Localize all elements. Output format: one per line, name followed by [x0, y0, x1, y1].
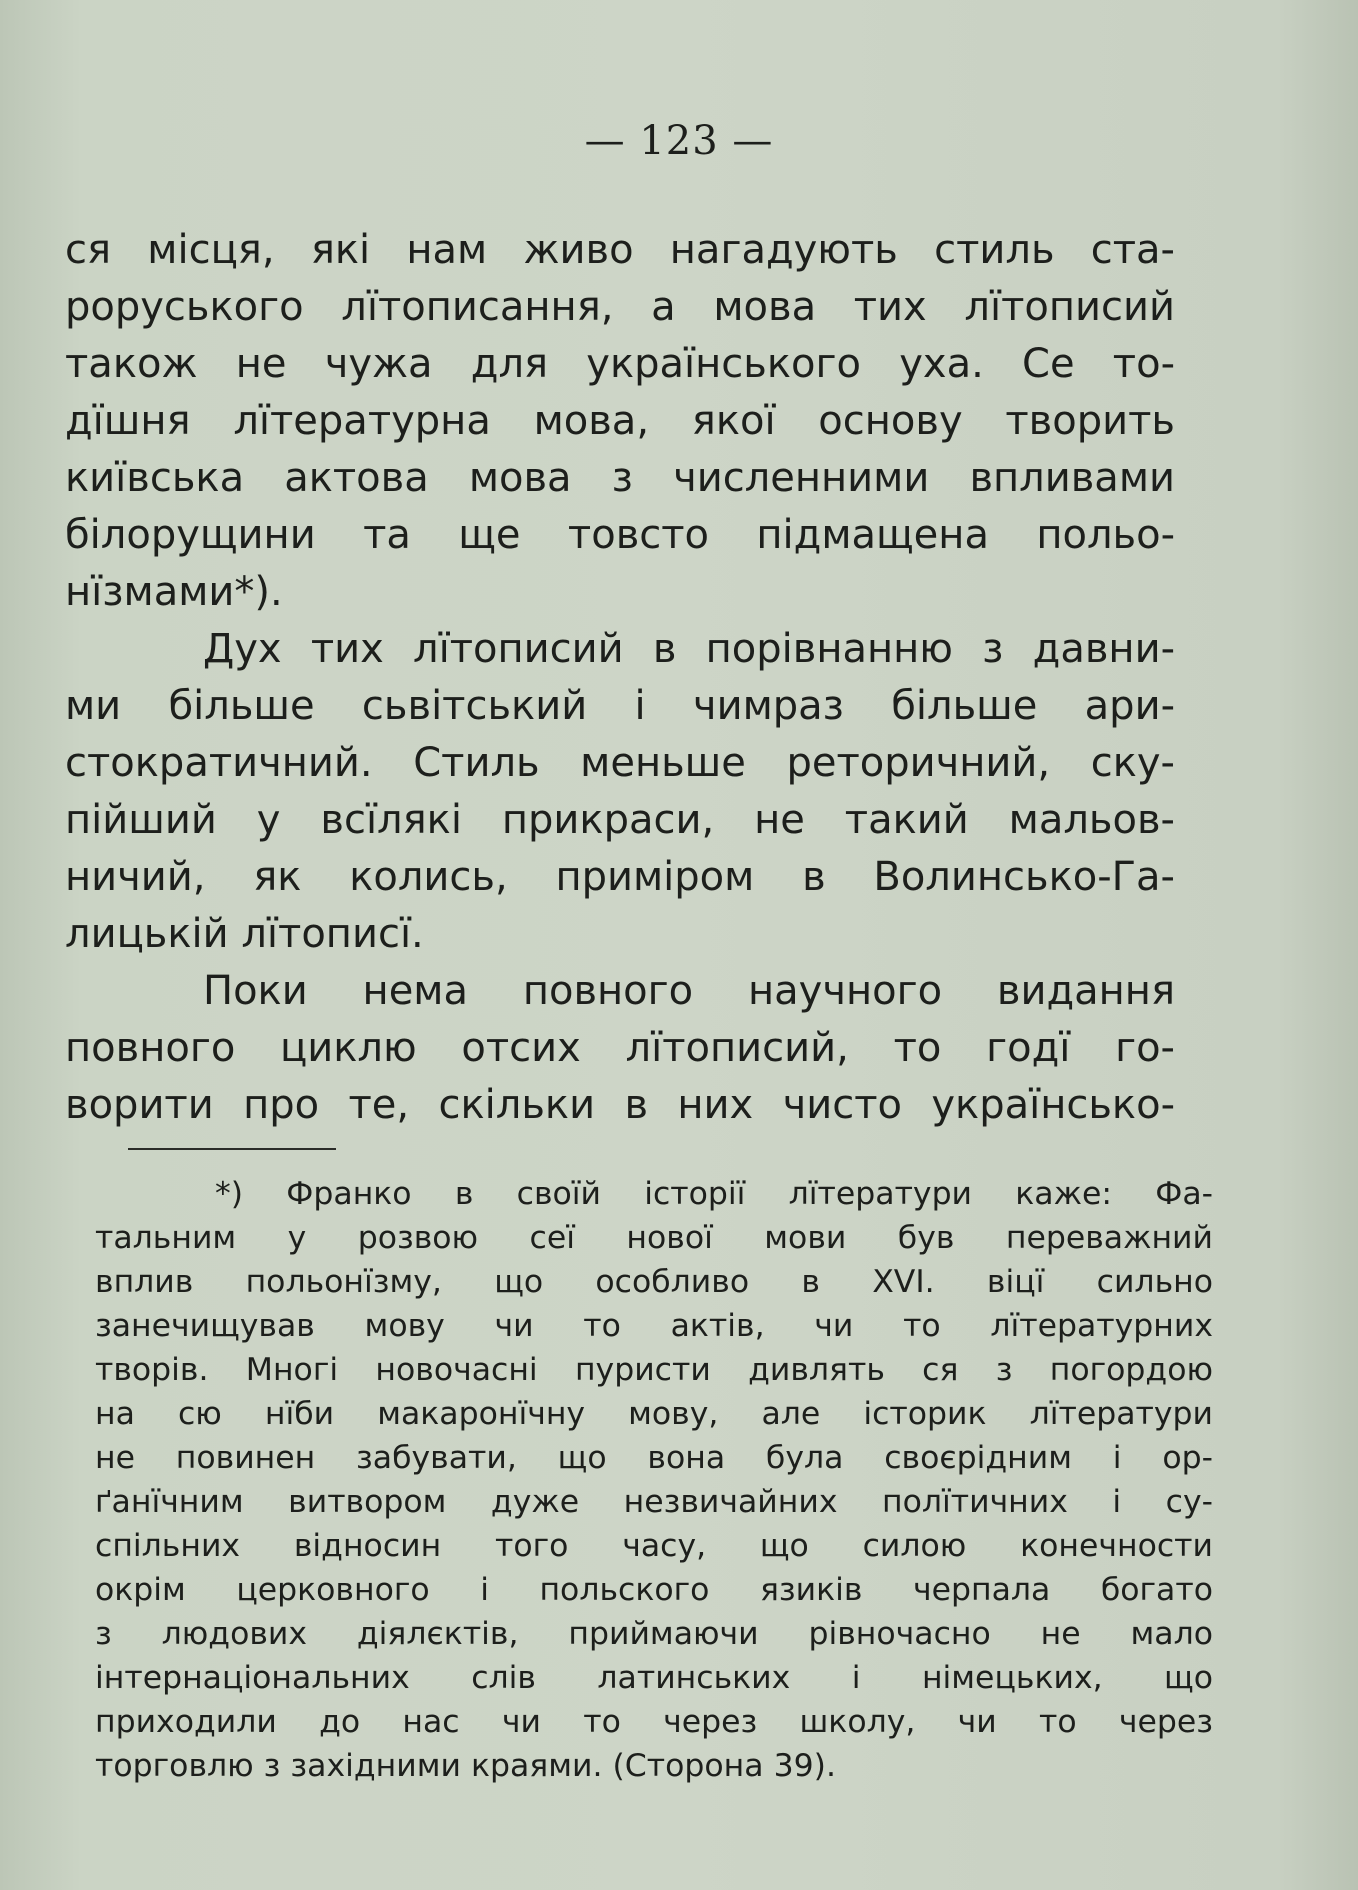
footnote-line: інтернаціональних слів латинських і німецьких, що	[95, 1660, 1213, 1696]
footnote-line: торговлю з західними краями. (Сторона 39).	[95, 1748, 836, 1784]
footnote-line: ґанїчним витвором дуже незвичайних полїтичних і су-	[95, 1484, 1213, 1520]
text-line: пійший у всїлякі прикраси, не такий мальов-	[65, 797, 1175, 843]
text-line: Поки нема повного научного видання	[203, 968, 1175, 1014]
text-line: білорущини та ще товсто підмащена польо-	[65, 512, 1175, 558]
footnote-line: вплив польонїзму, що особливо в XVI. віцї сильно	[95, 1264, 1213, 1300]
text-line: Дух тих лїтописий в порівнанню з давни-	[203, 626, 1175, 672]
text-line: ми більше сьвітський і чимраз більше ари-	[65, 683, 1175, 729]
footnote	[95, 1172, 1213, 1788]
page-number: — 123 —	[584, 118, 774, 164]
text-line: стократичний. Стиль меньше реторичний, ску-	[65, 740, 1175, 786]
text-line: роруського лїтописання, а мова тих лїтописий	[65, 284, 1175, 330]
footnote-line: *) Франко в своїй історії лїтератури каже: Фа-	[215, 1176, 1213, 1212]
paragraph-2	[65, 621, 1175, 963]
footnote-line: тальним у розвою сеї нової мови був переважний	[95, 1220, 1213, 1256]
text-line: нїзмами*).	[65, 569, 283, 615]
footnote-line: творів. Многі новочасні пуристи дивлять ся з погордою	[95, 1352, 1213, 1388]
text-line: ворити про те, скільки в них чисто українсько-	[65, 1082, 1175, 1128]
main-text	[65, 222, 1175, 1134]
text-line: також не чужа для українського уха. Се то-	[65, 341, 1175, 387]
footnote-line: окрім церковного і польского язиків черпала богато	[95, 1572, 1213, 1608]
text-line: ся місця, які нам живо нагадують стиль ста-	[65, 227, 1175, 273]
footnote-line: з людових діялєктів, приймаючи рівночасно не мало	[95, 1616, 1213, 1652]
text-line: ничий, як колись, приміром в Волинсько-Га-	[65, 854, 1175, 900]
footnote-line: спільних відносин того часу, що силою конечности	[95, 1528, 1213, 1564]
text-line: повного циклю отсих лїтописий, то годї го-	[65, 1025, 1175, 1071]
text-line: дїшня лїтературна мова, якої основу творить	[65, 398, 1175, 444]
footnote-line: занечищував мову чи то актів, чи то лїтературних	[95, 1308, 1213, 1344]
text-line: лицькій лїтописї.	[65, 911, 424, 957]
footnote-line: приходили до нас чи то через школу, чи то через	[95, 1704, 1213, 1740]
text-line: київська актова мова з численними впливами	[65, 455, 1175, 501]
footnote-line: на сю нїби макаронїчну мову, але історик лїтератури	[95, 1396, 1213, 1432]
footnote-line: не повинен забувати, що вона була своєрідним і ор-	[95, 1440, 1213, 1476]
paragraph-1	[65, 222, 1175, 621]
paragraph-3	[65, 963, 1175, 1134]
footnote-divider	[128, 1148, 336, 1150]
